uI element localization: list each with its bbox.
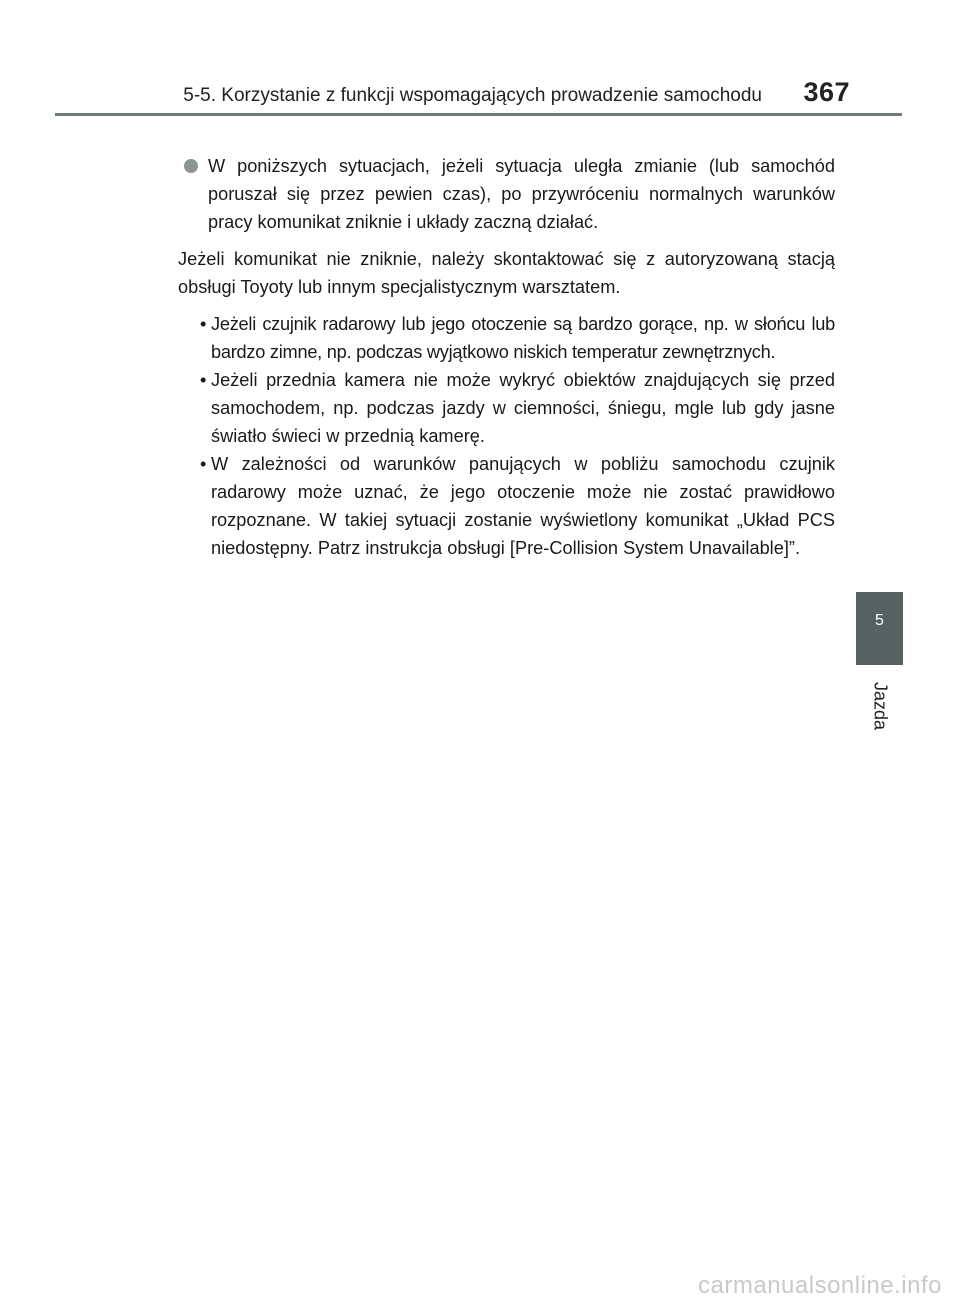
list-bullet: • [200,370,207,390]
chapter-tab [856,592,903,665]
body-paragraph: Jeżeli komunikat nie zniknie, należy skontaktować się z autoryzowaną stacją obsługi Toyoty lub innym specjalistycznym warsztatem. [178,249,835,297]
list-item [200,450,835,562]
page-content [178,152,835,562]
list-item-text: W zależności od warunków panujących w pobliżu samochodu czujnik radarowy może uznać, że jego otoczenie może nie zostać prawidłowo rozpoznane. W takiej sytuacji zostanie wyświetlony komunikat „Układ PCS niedostępny. Patrz instrukcja obsługi [Pre-Collision System Unavailable]”. [211,454,835,558]
bullet-paragraph-text: W poniższych sytuacjach, jeżeli sytuacja uległa zmianie (lub samochód poruszał się przez pewien czas), po przywróceniu normalnych warunków pracy komunikat zniknie i układy zaczną działać. [208,156,835,232]
list-item [200,310,835,366]
list-bullet: • [200,454,207,474]
watermark: carmanualsonline.info [698,1272,942,1299]
list-item-text: Jeżeli czujnik radarowy lub jego otoczenie są bardzo gorące, np. w słońcu lub bardzo zimne, np. podczas wyjątkowo niskich temperatur zewnętrznych. [211,314,835,362]
circle-bullet-icon [184,159,198,173]
list-bullet: • [200,314,207,334]
chapter-label [856,676,903,736]
chapter-number: 5 [875,612,884,629]
header-divider [55,113,902,116]
bullet-paragraph [178,152,835,236]
condition-list [178,310,835,562]
page-number: 367 [803,77,850,107]
chapter-label-text: Jazda [870,681,890,731]
section-title: 5-5. Korzystanie z funkcji wspomagających prowadzenie samochodu [183,85,762,106]
list-item [200,366,835,450]
list-item-text: Jeżeli przednia kamera nie może wykryć obiektów znajdujących się przed samochodem, np. podczas jazdy w ciemności, śniegu, mgle lub gdy jasne światło świeci w przednią kamerę. [211,370,835,446]
